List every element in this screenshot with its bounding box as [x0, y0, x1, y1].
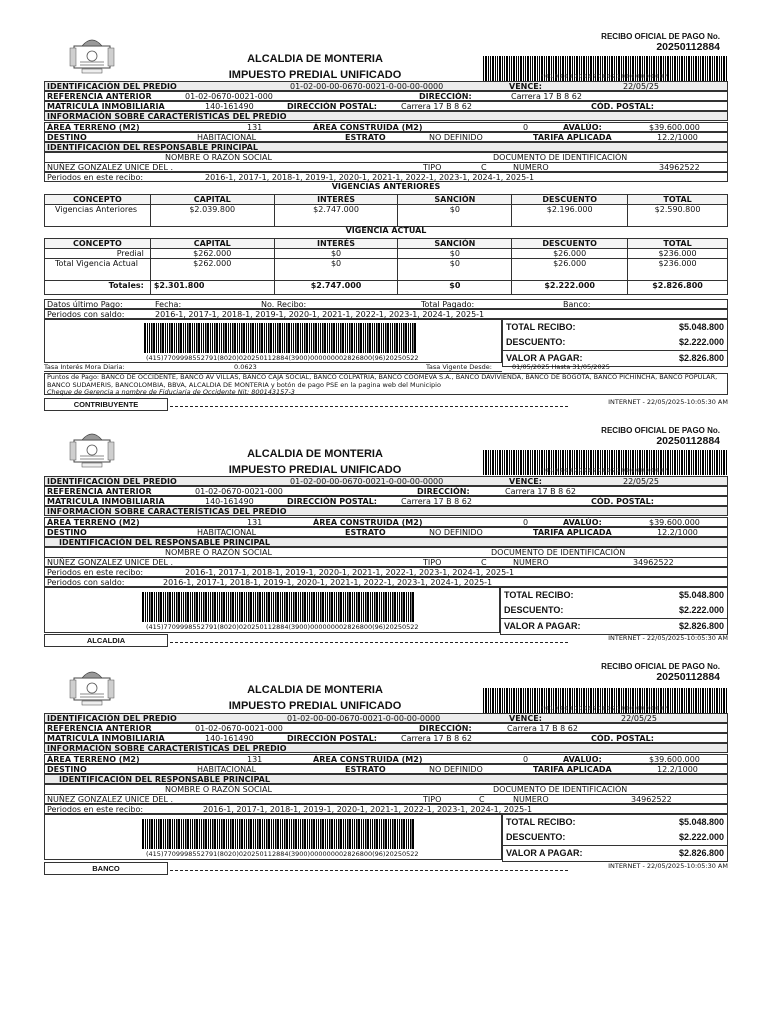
tax-title: IMPUESTO PREDIAL UNIFICADO	[228, 700, 402, 712]
ultimo-banco-label: Banco:	[563, 300, 591, 309]
cell-sancion: $0	[398, 205, 512, 227]
receipt-label: RECIBO OFICIAL DE PAGO No.	[601, 662, 720, 671]
resp-headers-row	[44, 784, 728, 794]
cell-concepto: Total Vigencia Actual	[45, 259, 151, 281]
descuento-label: DESCUENTO:	[506, 832, 566, 842]
periodos-label: Periodos en este recibo:	[47, 805, 144, 814]
receipt-number-block	[601, 662, 720, 683]
col-descuento: DESCUENTO	[512, 239, 628, 249]
payment-barcode	[144, 323, 416, 353]
cell-interes: $0	[274, 259, 398, 281]
cell-sancion: $0	[398, 249, 512, 259]
receipt-number: 20250112884	[656, 671, 720, 683]
periodos-row	[44, 804, 728, 814]
cell-total: $236.000	[628, 259, 728, 281]
dir-label: DIRECCIÓN:	[419, 92, 472, 101]
cell-totales-sancion: $0	[398, 281, 512, 295]
tasa-label: Tasa Interés Mora Diaria:	[44, 363, 125, 371]
ref-label: REFERENCIA ANTERIOR	[47, 487, 152, 496]
descuento	[501, 603, 727, 618]
descuento-value: $2.222.000	[678, 605, 724, 615]
entity-title: ALCALDIA DE MONTERIA	[247, 684, 383, 696]
cell-descuento: $26.000	[512, 249, 628, 259]
area-c-label: ÁREA CONSTRUIDA (M2)	[313, 755, 423, 764]
vence-label: VENCE:	[509, 477, 542, 486]
tarifa-value: 12.2/1000	[657, 765, 698, 774]
predio-id-value: 01-02-00-00-0670-0021-0-00-00-0000	[287, 714, 441, 723]
avaluo-value: $39.600.000	[649, 755, 700, 764]
dirpost-label: DIRECCIÓN POSTAL:	[287, 497, 377, 506]
predio-id-row	[44, 713, 728, 723]
codpost-label: CÓD. POSTAL:	[591, 102, 654, 111]
totals-box	[500, 587, 728, 635]
periodos-label: Periodos en este recibo:	[47, 568, 144, 577]
copy-label: BANCO	[44, 862, 168, 875]
destino-label: DESTINO	[47, 528, 87, 537]
saldo-row	[44, 309, 728, 319]
puntos-pago-box	[44, 373, 728, 395]
tax-title: IMPUESTO PREDIAL UNIFICADO	[228, 464, 402, 476]
ultimo-total-label: Total Pagado:	[421, 300, 475, 309]
doc-label: DOCUMENTO DE IDENTIFICACIÓN	[493, 785, 628, 794]
cell-descuento: $26.000	[512, 259, 628, 281]
total-recibo-value: $5.048.800	[678, 322, 724, 332]
saldo-row	[44, 577, 728, 587]
copy-label: ALCALDIA	[44, 634, 168, 647]
entity-title: ALCALDIA DE MONTERIA	[247, 448, 383, 460]
destino-row	[44, 527, 728, 537]
descuento-label: DESCUENTO:	[506, 337, 566, 347]
receipt-number: 20250112884	[656, 435, 720, 447]
valor-pagar-value: $2.826.800	[678, 353, 724, 363]
mat-label: MATRICULA INMOBILIARIA	[47, 734, 165, 743]
codpost-label: CÓD. POSTAL:	[591, 497, 654, 506]
cell-totales-interes: $2.747.000	[274, 281, 398, 295]
total-recibo	[503, 320, 727, 335]
mat-value: 140-161490	[205, 734, 254, 743]
payment-barcode	[142, 819, 414, 849]
dir-value: Carrera 17 B 8 62	[507, 724, 578, 733]
ref-value: 01-02-0670-0021-000	[195, 487, 283, 496]
cell-interes: $0	[274, 249, 398, 259]
descuento-value: $2.222.000	[678, 832, 724, 842]
receipt-copy-contribuyente	[0, 0, 768, 410]
mat-row	[44, 733, 728, 743]
resp-title-row	[44, 142, 728, 152]
total-recibo-value: $5.048.800	[678, 817, 724, 827]
tasa-row	[44, 363, 610, 372]
col-capital: CAPITAL	[150, 239, 274, 249]
cell-capital: $262.000	[150, 249, 274, 259]
col-interes: INTERÉS	[274, 195, 398, 205]
vence-label: VENCE:	[509, 82, 542, 91]
dir-label: DIRECCIÓN:	[419, 724, 472, 733]
cell-concepto: Predial	[45, 249, 151, 259]
avaluo-label: AVALÚO:	[563, 518, 602, 527]
totals-row	[45, 281, 728, 295]
table-row	[45, 205, 728, 227]
cell-capital: $262.000	[150, 259, 274, 281]
internet-timestamp: INTERNET - 22/05/2025-10:05:30 AM	[608, 862, 728, 870]
caract-title: INFORMACIÓN SOBRE CARACTERÍSTICAS DEL PREDIO	[47, 744, 287, 753]
tipo-value: C	[481, 558, 487, 567]
tarifa-label: TARIFA APLICADA	[533, 133, 612, 142]
tarifa-label: TARIFA APLICADA	[533, 765, 612, 774]
receipt-number-block	[601, 32, 720, 53]
tasa-value: 0.0623	[234, 363, 257, 371]
mat-label: MATRICULA INMOBILIARIA	[47, 497, 165, 506]
ref-row	[44, 723, 728, 733]
cell-sancion: $0	[398, 259, 512, 281]
area-row	[44, 122, 728, 132]
table-row	[45, 259, 728, 281]
col-capital: CAPITAL	[150, 195, 274, 205]
total-recibo	[501, 588, 727, 603]
col-concepto: CONCEPTO	[45, 195, 151, 205]
resp-title: IDENTIFICACIÓN DEL RESPONSABLE PRINCIPAL	[47, 143, 258, 152]
destino-label: DESTINO	[47, 133, 87, 142]
valor-pagar	[501, 618, 727, 634]
numero-label: NUMERO	[513, 795, 549, 804]
totals-box	[502, 814, 728, 862]
valor-pagar-label: VALOR A PAGAR:	[506, 848, 583, 858]
cell-descuento: $2.196.000	[512, 205, 628, 227]
saldo-label: Periodos con saldo:	[47, 578, 125, 587]
vig-act-table	[44, 238, 728, 295]
vig-act-header-row	[45, 239, 728, 249]
estrato-value: NO DEFINIDO	[429, 765, 483, 774]
codpost-label: CÓD. POSTAL:	[591, 734, 654, 743]
tipo-value: C	[481, 163, 487, 172]
resp-title: IDENTIFICACIÓN DEL RESPONSABLE PRINCIPAL	[59, 775, 270, 784]
ref-value: 01-02-0670-0021-000	[195, 724, 283, 733]
col-descuento: DESCUENTO	[512, 195, 628, 205]
numero-value: 34962522	[633, 558, 674, 567]
predio-id-value: 01-02-00-00-0670-0021-0-00-00-0000	[290, 477, 444, 486]
copy-footer	[44, 398, 728, 410]
valor-pagar	[503, 845, 727, 861]
descuento-value: $2.222.000	[678, 337, 724, 347]
vig-act-title: VIGENCIA ACTUAL	[345, 226, 427, 235]
name-label: NOMBRE O RAZÓN SOCIAL	[165, 785, 272, 794]
payment-barcode-text: (415)7709998552791(8020)020250112884(3900)000000002826800(96)20250522	[146, 354, 419, 362]
top-barcode-text: *0102000006700021000000000*	[541, 468, 669, 474]
dirpost-value: Carrera 17 B 8 62	[401, 102, 472, 111]
col-interes: INTERÉS	[274, 239, 398, 249]
area-t-value: 131	[247, 123, 263, 132]
tipo-value: C	[479, 795, 485, 804]
vence-value: 22/05/25	[621, 714, 657, 723]
estrato-label: ESTRATO	[345, 765, 386, 774]
area-t-label: ÁREA TERRENO (M2)	[47, 123, 140, 132]
valor-pagar-value: $2.826.800	[678, 621, 724, 631]
cell-interes: $2.747.000	[274, 205, 398, 227]
resp-values-row	[44, 162, 728, 172]
name-label: NOMBRE O RAZÓN SOCIAL	[165, 548, 272, 557]
cut-line	[170, 642, 568, 643]
tasa-vig-label: Tasa Vigente Desde:	[426, 363, 492, 371]
ref-value: 01-02-0670-0021-000	[185, 92, 273, 101]
valor-pagar-label: VALOR A PAGAR:	[506, 353, 583, 363]
dirpost-value: Carrera 17 B 8 62	[401, 497, 472, 506]
tax-title: IMPUESTO PREDIAL UNIFICADO	[228, 69, 402, 81]
resp-values-row	[44, 794, 728, 804]
copy-footer	[44, 862, 728, 874]
doc-label: DOCUMENTO DE IDENTIFICACIÓN	[493, 153, 628, 162]
vence-value: 22/05/25	[623, 82, 659, 91]
resp-headers-row	[44, 547, 728, 557]
doc-label: DOCUMENTO DE IDENTIFICACIÓN	[491, 548, 626, 557]
receipt-label: RECIBO OFICIAL DE PAGO No.	[601, 32, 720, 41]
saldo-value: 2016-1, 2017-1, 2018-1, 2019-1, 2020-1, 2021-1, 2022-1, 2023-1, 2024-1, 2025-1	[155, 310, 485, 319]
area-c-label: ÁREA CONSTRUIDA (M2)	[313, 518, 423, 527]
cell-totales-descuento: $2.222.000	[512, 281, 628, 295]
destino-row	[44, 132, 728, 142]
destino-value: HABITACIONAL	[197, 528, 257, 537]
dirpost-value: Carrera 17 B 8 62	[401, 734, 472, 743]
avaluo-label: AVALÚO:	[563, 123, 602, 132]
area-row	[44, 517, 728, 527]
area-c-value: 0	[523, 755, 529, 764]
area-t-label: ÁREA TERRENO (M2)	[47, 755, 140, 764]
totals-box	[502, 319, 728, 367]
area-c-value: 0	[523, 518, 529, 527]
periodos-label: Periodos en este recibo:	[47, 173, 144, 182]
total-recibo	[503, 815, 727, 830]
total-recibo-label: TOTAL RECIBO:	[504, 590, 574, 600]
top-barcode-text: *0102000006700021000000000*	[541, 74, 669, 80]
dir-value: Carrera 17 B 8 62	[505, 487, 576, 496]
col-total: TOTAL	[628, 239, 728, 249]
resp-title-row	[44, 774, 728, 784]
destino-value: HABITACIONAL	[197, 133, 257, 142]
dir-label: DIRECCIÓN:	[417, 487, 470, 496]
name-value: NUÑEZ GONZALEZ UNICE DEL .	[47, 163, 174, 172]
resp-title-row	[44, 537, 728, 547]
copy-label: CONTRIBUYENTE	[44, 398, 168, 411]
cell-totales-capital: $2.301.800	[150, 281, 274, 295]
area-c-value: 0	[523, 123, 529, 132]
ref-row	[44, 486, 728, 496]
resp-values-row	[44, 557, 728, 567]
total-recibo-label: TOTAL RECIBO:	[506, 322, 576, 332]
descuento	[503, 335, 727, 350]
caract-title-row	[44, 743, 728, 753]
dirpost-label: DIRECCIÓN POSTAL:	[287, 734, 377, 743]
payment-barcode	[142, 592, 414, 622]
caract-title: INFORMACIÓN SOBRE CARACTERÍSTICAS DEL PREDIO	[47, 507, 287, 516]
estrato-label: ESTRATO	[345, 133, 386, 142]
vence-value: 22/05/25	[623, 477, 659, 486]
mat-row	[44, 496, 728, 506]
col-total: TOTAL	[628, 195, 728, 205]
periodos-value: 2016-1, 2017-1, 2018-1, 2019-1, 2020-1, 2021-1, 2022-1, 2023-1, 2024-1, 2025-1	[203, 805, 533, 814]
valor-pagar-value: $2.826.800	[678, 848, 724, 858]
internet-timestamp: INTERNET - 22/05/2025-10:05:30 AM	[608, 398, 728, 406]
tarifa-label: TARIFA APLICADA	[533, 528, 612, 537]
descuento-label: DESCUENTO:	[504, 605, 564, 615]
destino-row	[44, 764, 728, 774]
mat-row	[44, 101, 728, 111]
descuento	[503, 830, 727, 845]
cheque-note: Cheque de Gerencia a nombre de Fiduciaria de Occidente Nit: 800143157-3	[47, 388, 295, 396]
numero-value: 34962522	[631, 795, 672, 804]
caract-title-row	[44, 506, 728, 516]
tarifa-value: 12.2/1000	[657, 133, 698, 142]
cell-totales-total: $2.826.800	[628, 281, 728, 295]
cell-total: $2.590.800	[628, 205, 728, 227]
periodos-row	[44, 567, 728, 577]
numero-label: NUMERO	[513, 163, 549, 172]
tipo-label: TIPO	[423, 558, 442, 567]
total-recibo-value: $5.048.800	[678, 590, 724, 600]
total-recibo-label: TOTAL RECIBO:	[506, 817, 576, 827]
area-t-label: ÁREA TERRENO (M2)	[47, 518, 140, 527]
receipt-label: RECIBO OFICIAL DE PAGO No.	[601, 426, 720, 435]
internet-timestamp: INTERNET - 22/05/2025-10:05:30 AM	[608, 634, 728, 642]
cut-line	[170, 406, 568, 407]
col-concepto: CONCEPTO	[45, 239, 151, 249]
cell-totales-label: Totales:	[45, 281, 151, 295]
receipt-number-block	[601, 426, 720, 447]
vig-ant-title: VIGENCIAS ANTERIORES	[331, 182, 441, 191]
cut-line	[170, 870, 568, 871]
ultimo-fecha-label: Fecha:	[155, 300, 182, 309]
tipo-label: TIPO	[423, 795, 442, 804]
name-value: NUÑEZ GONZALEZ UNICE DEL .	[47, 795, 174, 804]
tipo-label: TIPO	[423, 163, 442, 172]
ultimo-pago-row	[44, 299, 728, 309]
vence-label: VENCE:	[509, 714, 542, 723]
col-sancion: SANCIÓN	[398, 195, 512, 205]
vig-ant-header-row	[45, 195, 728, 205]
ultimo-pago-label: Datos último Pago:	[47, 300, 123, 309]
receipt-number: 20250112884	[656, 41, 720, 53]
area-row	[44, 754, 728, 764]
periodos-row	[44, 172, 728, 182]
predio-id-label: IDENTIFICACIÓN DEL PREDIO	[47, 714, 177, 723]
ref-row	[44, 91, 728, 101]
alcaldia-logo-icon	[68, 668, 116, 706]
area-t-value: 131	[247, 755, 263, 764]
estrato-value: NO DEFINIDO	[429, 528, 483, 537]
table-row	[45, 249, 728, 259]
area-t-value: 131	[247, 518, 263, 527]
estrato-value: NO DEFINIDO	[429, 133, 483, 142]
col-sancion: SANCIÓN	[398, 239, 512, 249]
estrato-label: ESTRATO	[345, 528, 386, 537]
top-barcode-text: *0102000006700021000000000*	[541, 706, 669, 712]
periodos-value: 2016-1, 2017-1, 2018-1, 2019-1, 2020-1, 2021-1, 2022-1, 2023-1, 2024-1, 2025-1	[205, 173, 535, 182]
caract-title: INFORMACIÓN SOBRE CARACTERÍSTICAS DEL PREDIO	[47, 112, 287, 121]
ref-label: REFERENCIA ANTERIOR	[47, 92, 152, 101]
numero-label: NUMERO	[513, 558, 549, 567]
payment-barcode-text: (415)7709998552791(8020)020250112884(3900)000000002826800(96)20250522	[146, 623, 419, 631]
predio-id-label: IDENTIFICACIÓN DEL PREDIO	[47, 82, 177, 91]
puntos-pago: Puntos de Pago: BANCO DE OCCIDENTE, BANCO AV VILLAS, BANCO CAJA SOCIAL, BANCO COLPATRIA, BANCO COOMEVA S.A., BANCO DAVIVIENDA, BANCO DE BOGOTA, BANCO PICHINCHA, BANCO POPULAR, BANCO SUDAMERIS, BANCOLOMBIA, BBVA, ALCALDIA DE MONTERIA y botón de pago PSE en la pagina web del Municipio	[47, 373, 718, 389]
name-label: NOMBRE O RAZÓN SOCIAL	[165, 153, 272, 162]
predio-id-value: 01-02-00-00-0670-0021-0-00-00-0000	[290, 82, 444, 91]
periodos-value: 2016-1, 2017-1, 2018-1, 2019-1, 2020-1, 2021-1, 2022-1, 2023-1, 2024-1, 2025-1	[185, 568, 515, 577]
avaluo-value: $39.600.000	[649, 518, 700, 527]
resp-title: IDENTIFICACIÓN DEL RESPONSABLE PRINCIPAL	[59, 538, 270, 547]
predio-id-row	[44, 476, 728, 486]
name-value: NUÑEZ GONZALEZ UNICE DEL .	[47, 558, 174, 567]
avaluo-value: $39.600.000	[649, 123, 700, 132]
area-c-label: ÁREA CONSTRUIDA (M2)	[313, 123, 423, 132]
tasa-vig-value: 01/05/2025 Hasta 31/05/2025	[512, 363, 610, 371]
dir-value: Carrera 17 B 8 62	[511, 92, 582, 101]
ultimo-recibo-label: No. Recibo:	[261, 300, 307, 309]
saldo-label: Periodos con saldo:	[47, 310, 125, 319]
cell-total: $236.000	[628, 249, 728, 259]
ref-label: REFERENCIA ANTERIOR	[47, 724, 152, 733]
cell-capital: $2.039.800	[150, 205, 274, 227]
tarifa-value: 12.2/1000	[657, 528, 698, 537]
alcaldia-logo-icon	[68, 36, 116, 74]
mat-label: MATRICULA INMOBILIARIA	[47, 102, 165, 111]
mat-value: 140-161490	[205, 102, 254, 111]
payment-barcode-text: (415)7709998552791(8020)020250112884(3900)000000002826800(96)20250522	[146, 850, 419, 858]
destino-label: DESTINO	[47, 765, 87, 774]
avaluo-label: AVALÚO:	[563, 755, 602, 764]
caract-title-row	[44, 111, 728, 121]
numero-value: 34962522	[659, 163, 700, 172]
copy-footer	[44, 634, 728, 646]
saldo-value: 2016-1, 2017-1, 2018-1, 2019-1, 2020-1, 2021-1, 2022-1, 2023-1, 2024-1, 2025-1	[163, 578, 493, 587]
predio-id-row	[44, 81, 728, 91]
predio-id-label: IDENTIFICACIÓN DEL PREDIO	[47, 477, 177, 486]
mat-value: 140-161490	[205, 497, 254, 506]
dirpost-label: DIRECCIÓN POSTAL:	[287, 102, 377, 111]
alcaldia-logo-icon	[68, 430, 116, 468]
destino-value: HABITACIONAL	[197, 765, 257, 774]
cell-concepto: Vigencias Anteriores	[45, 205, 151, 227]
valor-pagar-label: VALOR A PAGAR:	[504, 621, 581, 631]
vig-ant-table	[44, 194, 728, 227]
resp-headers-row	[44, 152, 728, 162]
entity-title: ALCALDIA DE MONTERIA	[247, 53, 383, 65]
